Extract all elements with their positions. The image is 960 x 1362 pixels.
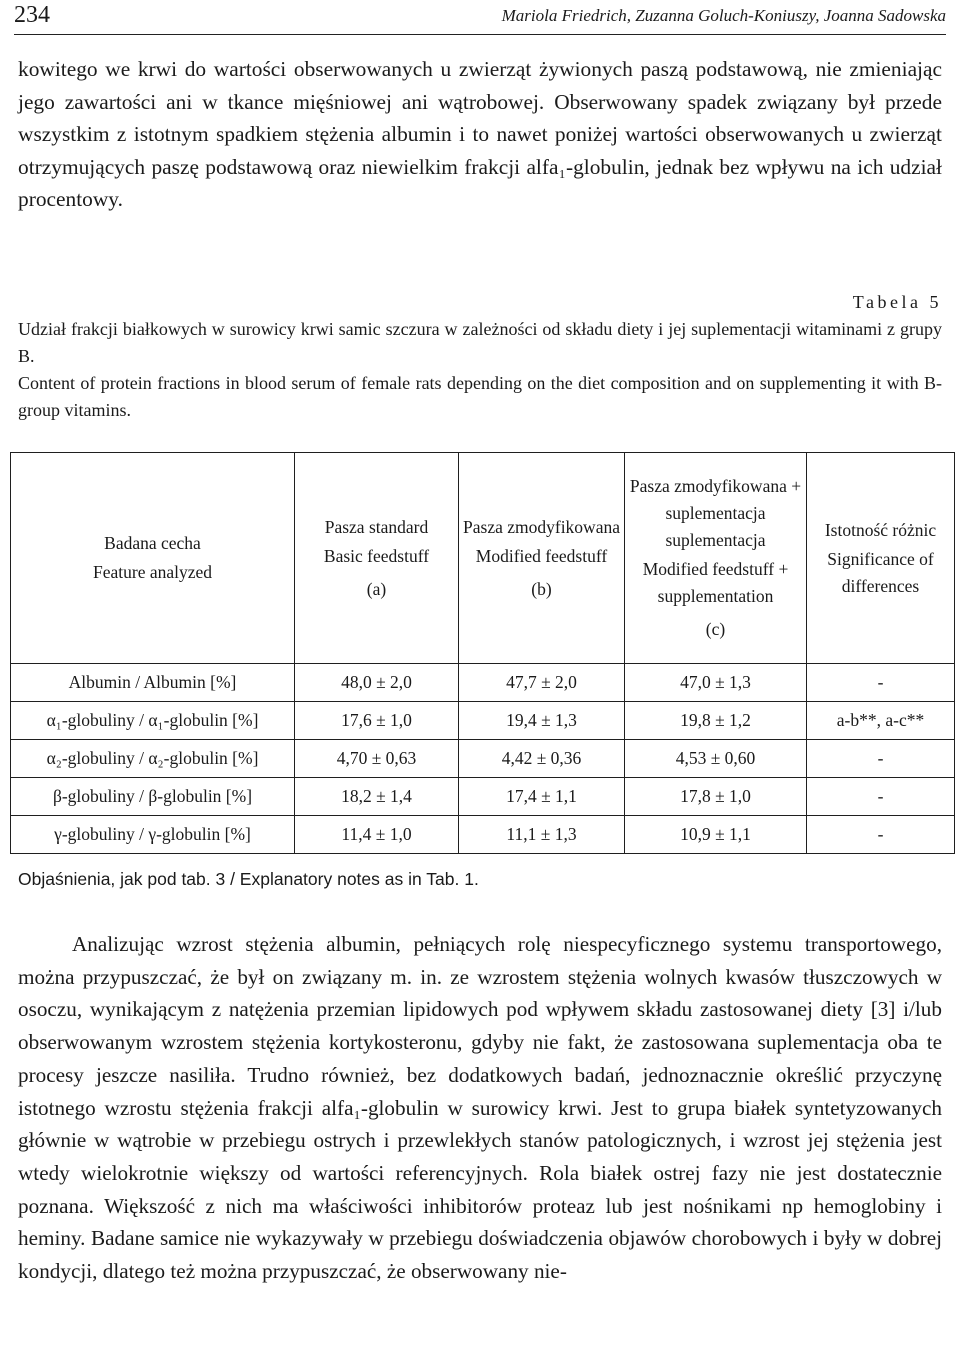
table-row <box>11 664 955 702</box>
cell-value-c: 17,8 ± 1,0 <box>625 778 807 816</box>
cell-significance: - <box>807 778 955 816</box>
cell-feature: β-globuliny / β-globulin [%] <box>11 778 295 816</box>
cell-significance: a-b**, a-c** <box>807 702 955 740</box>
table-row <box>11 778 955 816</box>
cell-value-b: 19,4 ± 1,3 <box>459 702 625 740</box>
table-caption-english: Content of protein fractions in blood serum of female rats depending on the diet composition and on supplementing it with B-group vitamins. <box>18 373 942 420</box>
cell-value-a: 18,2 ± 1,4 <box>295 778 459 816</box>
table-notes: Objaśnienia, jak pod tab. 3 / Explanatory notes as in Tab. 1. <box>18 869 479 889</box>
cell-feature: Albumin / Albumin [%] <box>11 664 295 702</box>
header-standard-feed-en: Basic feedstuff <box>323 545 430 566</box>
header-supplemented-feed-en: Modified feedstuff + supplementation <box>642 559 789 606</box>
cell-value-a: 48,0 ± 2,0 <box>295 664 459 702</box>
header-modified-feed-pl: Pasza zmodyfikowana <box>463 516 620 537</box>
body-paragraph-2: Analizując wzrost stężenia albumin, pełniących rolę niespecyficznego systemu transportowego, można przypuszczać, że był on związany m. in. ze wzrostem stężenia wolnych kwasów tłuszczowych w osoczu, wynikającym z natężenia przemian lipidowych pod wpływem składu zastosowanej diety [3] i/lub obserwowanym wzrostem stężenia kortykosteronu, gdyby nie fakt, że zastosowana suplementacja oba te procesy jeszcze nasiliła. Trudno również, bez dodatkowych badań, jednoznacznie określić przyczynę istotnego wzrostu stężenia frakcji alfa₁-globulin w surowicy krwi. Jest to grupa białek syntetyzowanych głównie w wątrobie w przebiegu ostrych i przewlekłych stanów patologicznych, i wzrost jej stężenia jest wtedy wielokrotnie większy od wartości referencyjnych. Rola białek ostrej fazy nie jest dostatecznie poznana. Większość z nich ma właściwości inhibitorów proteaz lub jest nośnikami np hemoglobiny i heminy. Badane samice nie wykazywały w przebiegu doświadczenia objawów chorobowych i były w dobrej kondycji, dlatego też można przypuszczać, że obserwowany nie- <box>18 932 942 1284</box>
header-standard-feed-code: (a) <box>366 578 387 599</box>
header-feature-en: Feature analyzed <box>92 562 213 582</box>
running-header <box>14 0 946 35</box>
header-modified-feed <box>459 453 625 664</box>
header-standard-feed-pl: Pasza standard <box>324 516 429 537</box>
table-label: Tabela 5 <box>852 292 942 312</box>
body-paragraph-1: kowitego we krwi do wartości obserwowanych u zwierząt żywionych paszą podstawową, nie zmieniając jego zawartości ani w tkance mięśniowej ani wątrobowej. Obserwowany spadek związany był przede wszystkim z istotnym spadkiem stężenia albumin i to nawet poniżej wartości obserwowanych u zwierząt otrzymujących paszę podstawową oraz niewielkim frakcji alfa₁-globulin, jednak bez wpływu na ich udział procentowy. <box>18 57 942 212</box>
cell-value-a: 11,4 ± 1,0 <box>295 816 459 854</box>
header-supplemented-feed <box>625 453 807 664</box>
cell-feature: α₂-globuliny / α₂-globulin [%] <box>11 740 295 778</box>
header-significance-pl: Istotność różnic <box>824 519 937 540</box>
header-standard-feed <box>295 453 459 664</box>
header-modified-feed-code: (b) <box>531 578 552 599</box>
cell-significance: - <box>807 664 955 702</box>
header-supplemented-feed-pl: Pasza zmodyfikowana + suplementacja suplementacja <box>629 476 802 550</box>
table-row <box>11 702 955 740</box>
cell-value-b: 11,1 ± 1,3 <box>459 816 625 854</box>
protein-fractions-table <box>10 452 955 854</box>
cell-value-c: 19,8 ± 1,2 <box>625 702 807 740</box>
cell-value-a: 17,6 ± 1,0 <box>295 702 459 740</box>
header-significance <box>807 453 955 664</box>
cell-value-b: 4,42 ± 0,36 <box>459 740 625 778</box>
header-supplemented-feed-code: (c) <box>705 619 726 639</box>
cell-feature: α₁-globuliny / α₁-globulin [%] <box>11 702 295 740</box>
page-number: 234 <box>14 2 50 28</box>
table-caption-polish: Udział frakcji białkowych w surowicy krwi samic szczura w zależności od składu diety i jej suplementacji witaminami z grupy B. <box>18 319 942 366</box>
header-significance-en: Significance of differences <box>827 548 934 596</box>
cell-value-a: 4,70 ± 0,63 <box>295 740 459 778</box>
header-feature-pl: Badana cecha <box>104 533 201 553</box>
cell-significance: - <box>807 740 955 778</box>
cell-value-c: 10,9 ± 1,1 <box>625 816 807 854</box>
running-head-authors: Mariola Friedrich, Zuzanna Goluch-Koniuszy, Joanna Sadowska <box>501 6 946 25</box>
cell-value-c: 4,53 ± 0,60 <box>625 740 807 778</box>
header-modified-feed-en: Modified feedstuff <box>475 545 608 566</box>
cell-value-b: 17,4 ± 1,1 <box>459 778 625 816</box>
table-row <box>11 816 955 854</box>
cell-value-b: 47,7 ± 2,0 <box>459 664 625 702</box>
table-row <box>11 740 955 778</box>
table-header-row <box>11 453 955 664</box>
header-feature <box>11 453 295 664</box>
cell-value-c: 47,0 ± 1,3 <box>625 664 807 702</box>
cell-feature: γ-globuliny / γ-globulin [%] <box>11 816 295 854</box>
cell-significance: - <box>807 816 955 854</box>
